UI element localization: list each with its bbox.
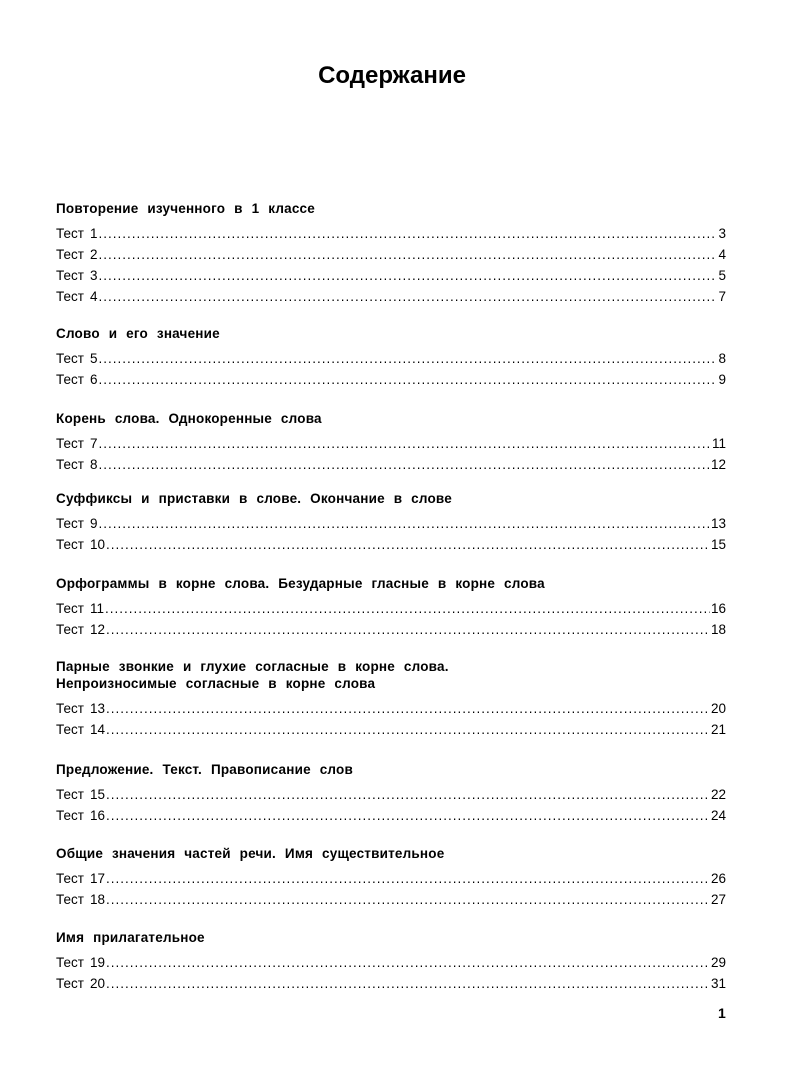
section-heading: Имя прилагательное xyxy=(56,930,205,945)
toc-entry: Тест 5 ..... 8 xyxy=(56,348,726,369)
section-heading: Слово и его значение xyxy=(56,326,220,341)
toc-entry: Тест 7 ..... 11 xyxy=(56,433,726,454)
toc-entry: Тест 8 ..... 12 xyxy=(56,454,726,475)
toc-section xyxy=(56,325,726,390)
section-heading: Суффиксы и приставки в слове. Окончание в слове xyxy=(56,491,452,506)
section-heading: Парные звонкие и глухие согласные в корне слова. xyxy=(56,659,449,674)
toc-section xyxy=(56,658,726,740)
toc-entry: Тест 3 ..... 5 xyxy=(56,265,726,286)
toc-entry: Тест 19 ..... 29 xyxy=(56,952,726,973)
section-heading-line2: Непроизносимые согласные в корне слова xyxy=(56,676,376,691)
toc-entry: Тест 18 ..... 27 xyxy=(56,889,726,910)
toc-entry: Тест 20 ..... 31 xyxy=(56,973,726,994)
toc-entry: Тест 2 ..... 4 xyxy=(56,244,726,265)
section-heading: Предложение. Текст. Правописание слов xyxy=(56,762,353,777)
toc-entry: Тест 14 ..... 21 xyxy=(56,719,726,740)
toc-entry: Тест 9 ..... 13 xyxy=(56,513,726,534)
toc-entry: Тест 11 ..... 16 xyxy=(56,598,726,619)
section-heading: Общие значения частей речи. Имя существительное xyxy=(56,846,445,861)
toc-entry: Тест 12 ..... 18 xyxy=(56,619,726,640)
toc-entry: Тест 15 ..... 22 xyxy=(56,784,726,805)
toc-entry: Тест 17 ..... 26 xyxy=(56,868,726,889)
section-heading: Орфограммы в корне слова. Безударные гласные в корне слова xyxy=(56,576,545,591)
toc-entry: Тест 10 ..... 15 xyxy=(56,534,726,555)
toc-section xyxy=(56,575,726,640)
toc-section xyxy=(56,761,726,826)
toc-section xyxy=(56,200,726,307)
toc-entry: Тест 13 ..... 20 xyxy=(56,698,726,719)
section-heading: Повторение изученного в 1 классе xyxy=(56,201,315,216)
toc-section xyxy=(56,929,726,994)
toc-section xyxy=(56,410,726,475)
section-heading: Корень слова. Однокоренные слова xyxy=(56,411,322,426)
page-title: Содержание xyxy=(318,62,466,89)
page-number: 1 xyxy=(718,1005,726,1021)
toc-entry: Тест 1 ..... 3 xyxy=(56,223,726,244)
toc-entry: Тест 16 ..... 24 xyxy=(56,805,726,826)
toc-section xyxy=(56,490,726,555)
toc-entry: Тест 4 ..... 7 xyxy=(56,286,726,307)
toc-section xyxy=(56,845,726,910)
toc-entry: Тест 6 ..... 9 xyxy=(56,369,726,390)
